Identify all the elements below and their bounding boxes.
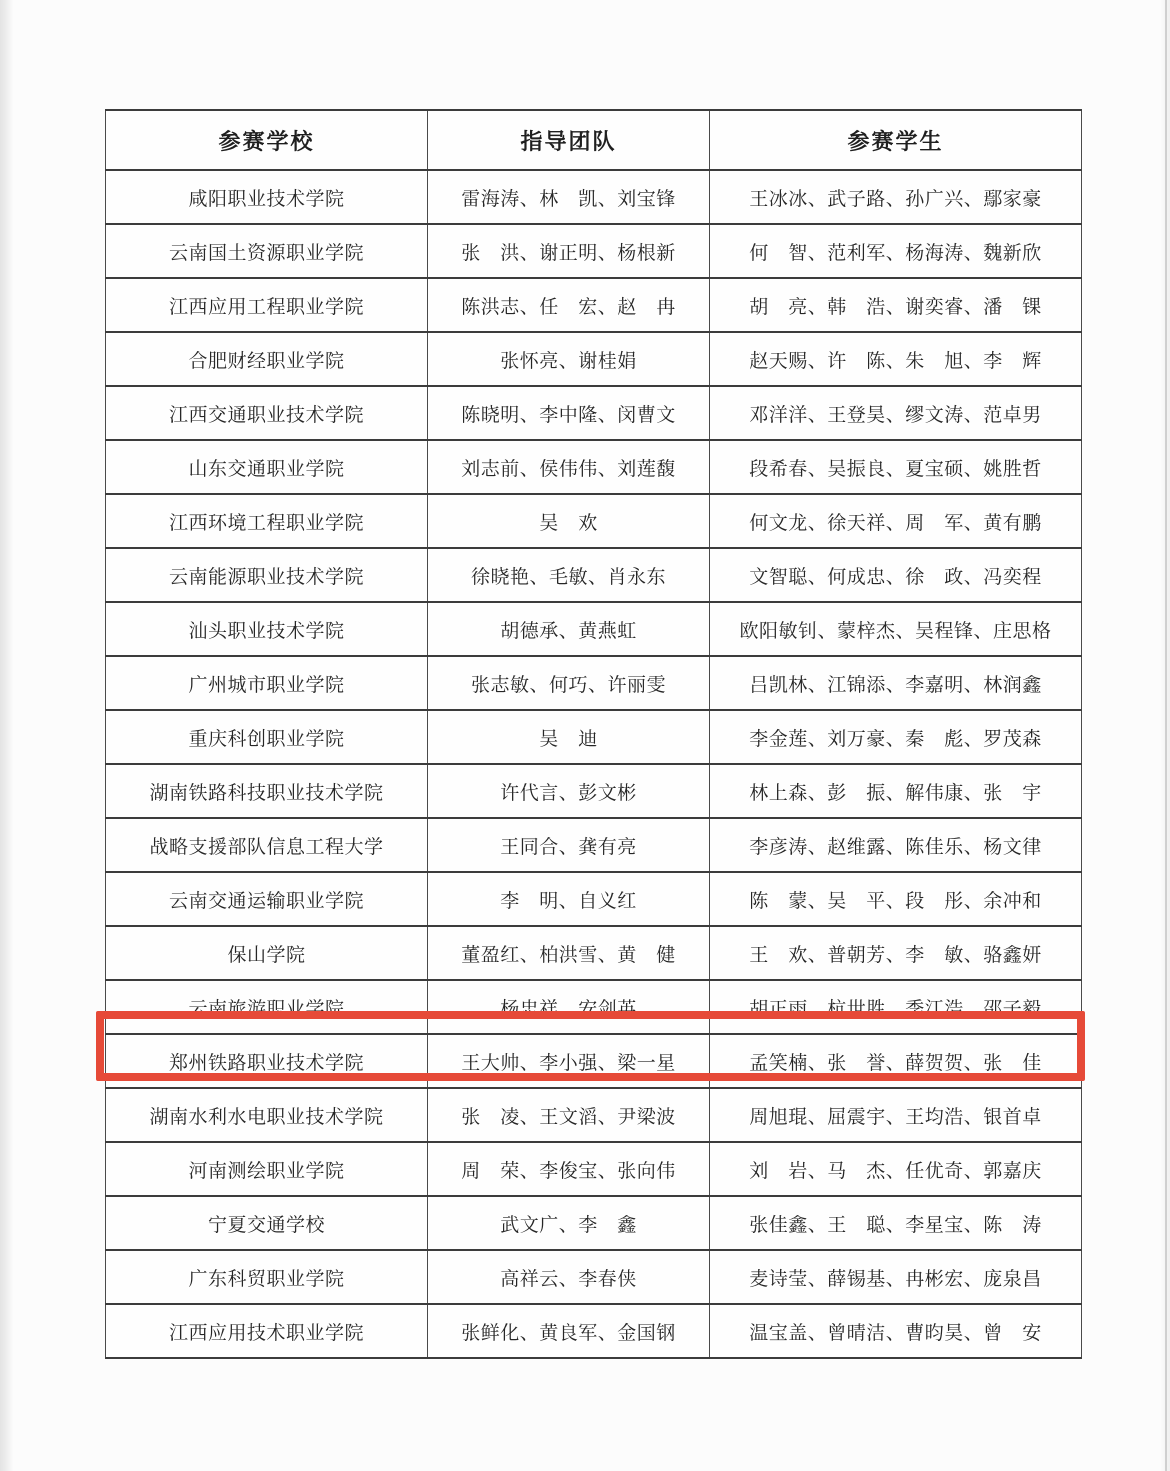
team-cell: 刘志前、侯伟伟、刘莲馥 xyxy=(428,440,710,494)
table-row-highlighted xyxy=(106,980,1082,1034)
column-header-team: 指导团队 xyxy=(428,110,710,170)
table-row xyxy=(106,440,1082,494)
school-cell: 咸阳职业技术学院 xyxy=(106,170,428,224)
table-row xyxy=(106,1142,1082,1196)
school-cell: 汕头职业技术学院 xyxy=(106,602,428,656)
school-cell: 江西交通职业技术学院 xyxy=(106,386,428,440)
team-cell: 胡德承、黄燕虹 xyxy=(428,602,710,656)
team-cell: 王大帅、李小强、梁一星 xyxy=(428,1034,710,1088)
students-cell: 李金莲、刘万豪、秦 彪、罗茂森 xyxy=(710,710,1082,764)
school-cell: 江西应用技术职业学院 xyxy=(106,1304,428,1358)
school-cell: 宁夏交通学校 xyxy=(106,1196,428,1250)
team-cell: 高祥云、李春侠 xyxy=(428,1250,710,1304)
school-cell: 河南测绘职业学院 xyxy=(106,1142,428,1196)
table-row xyxy=(106,656,1082,710)
team-cell: 董盈红、柏洪雪、黄 健 xyxy=(428,926,710,980)
students-cell: 李彦涛、赵维露、陈佳乐、杨文律 xyxy=(710,818,1082,872)
team-cell: 张志敏、何巧、许丽雯 xyxy=(428,656,710,710)
table-row xyxy=(106,1304,1082,1358)
team-cell: 武文广、李 鑫 xyxy=(428,1196,710,1250)
students-cell: 欧阳敏钊、蒙梓杰、吴程锋、庄思格 xyxy=(710,602,1082,656)
students-cell: 段希春、吴振良、夏宝硕、姚胜哲 xyxy=(710,440,1082,494)
team-cell: 张 凌、王文滔、尹梁波 xyxy=(428,1088,710,1142)
table-row xyxy=(106,548,1082,602)
school-cell: 重庆科创职业学院 xyxy=(106,710,428,764)
team-cell: 徐晓艳、毛敏、肖永东 xyxy=(428,548,710,602)
table-row xyxy=(106,1250,1082,1304)
table-row xyxy=(106,1088,1082,1142)
students-cell: 陈 蒙、吴 平、段 彤、余冲和 xyxy=(710,872,1082,926)
table-row xyxy=(106,602,1082,656)
students-cell: 孟笑楠、张 誉、薛贺贺、张 佳 xyxy=(710,1034,1082,1088)
team-cell: 张鲜化、黄良军、金国钢 xyxy=(428,1304,710,1358)
table-row xyxy=(106,926,1082,980)
students-cell: 王冰冰、武子路、孙广兴、鄢家豪 xyxy=(710,170,1082,224)
team-cell: 杨忠祥、安剑英 xyxy=(428,980,710,1034)
students-cell: 何 智、范利军、杨海涛、魏新欣 xyxy=(710,224,1082,278)
team-cell: 李 明、自义红 xyxy=(428,872,710,926)
team-cell: 陈晓明、李中隆、闵曹文 xyxy=(428,386,710,440)
students-cell: 周旭琨、屈震宇、王均浩、银首卓 xyxy=(710,1088,1082,1142)
table-row xyxy=(106,332,1082,386)
school-cell: 江西应用工程职业学院 xyxy=(106,278,428,332)
school-cell: 保山学院 xyxy=(106,926,428,980)
students-cell: 温宝盖、曾晴洁、曹昀昊、曾 安 xyxy=(710,1304,1082,1358)
table-row xyxy=(106,1196,1082,1250)
table-row xyxy=(106,818,1082,872)
students-cell: 王 欢、普朝芳、李 敏、骆鑫妍 xyxy=(710,926,1082,980)
table-row xyxy=(106,872,1082,926)
team-cell: 吴 迪 xyxy=(428,710,710,764)
students-cell: 刘 岩、马 杰、任优奇、郭嘉庆 xyxy=(710,1142,1082,1196)
school-cell: 合肥财经职业学院 xyxy=(106,332,428,386)
school-cell: 江西环境工程职业学院 xyxy=(106,494,428,548)
school-cell: 战略支援部队信息工程大学 xyxy=(106,818,428,872)
school-cell: 云南国土资源职业学院 xyxy=(106,224,428,278)
table-row xyxy=(106,710,1082,764)
team-cell: 许代言、彭文彬 xyxy=(428,764,710,818)
column-header-students: 参赛学生 xyxy=(710,110,1082,170)
students-cell: 胡 亮、韩 浩、谢奕睿、潘 锞 xyxy=(710,278,1082,332)
team-cell: 陈洪志、任 宏、赵 冉 xyxy=(428,278,710,332)
students-cell: 何文龙、徐天祥、周 军、黄有鹏 xyxy=(710,494,1082,548)
column-header-school: 参赛学校 xyxy=(106,110,428,170)
school-cell: 湖南水利水电职业技术学院 xyxy=(106,1088,428,1142)
students-cell: 胡正雨、杭世胜、季江浩、邵子毅 xyxy=(710,980,1082,1034)
students-cell: 邓洋洋、王登昊、缪文涛、范卓男 xyxy=(710,386,1082,440)
students-cell: 赵天赐、许 陈、朱 旭、李 辉 xyxy=(710,332,1082,386)
team-cell: 张怀亮、谢桂娟 xyxy=(428,332,710,386)
students-cell: 麦诗莹、薛锡基、冉彬宏、庞泉昌 xyxy=(710,1250,1082,1304)
table-row xyxy=(106,224,1082,278)
table-row xyxy=(106,170,1082,224)
table-row xyxy=(106,1034,1082,1088)
results-table xyxy=(105,109,1082,1359)
students-cell: 林上森、彭 振、解伟康、张 宇 xyxy=(710,764,1082,818)
students-cell: 文智聪、何成忠、徐 政、冯奕程 xyxy=(710,548,1082,602)
school-cell: 山东交通职业学院 xyxy=(106,440,428,494)
school-cell: 广州城市职业学院 xyxy=(106,656,428,710)
table-row xyxy=(106,494,1082,548)
team-cell: 张 洪、谢正明、杨根新 xyxy=(428,224,710,278)
school-cell: 郑州铁路职业技术学院 xyxy=(106,1034,428,1088)
team-cell: 吴 欢 xyxy=(428,494,710,548)
school-cell: 云南能源职业技术学院 xyxy=(106,548,428,602)
team-cell: 周 荣、李俊宝、张向伟 xyxy=(428,1142,710,1196)
table-row xyxy=(106,386,1082,440)
table-header-row xyxy=(106,110,1082,170)
school-cell: 广东科贸职业学院 xyxy=(106,1250,428,1304)
table-row xyxy=(106,278,1082,332)
school-cell: 云南交通运输职业学院 xyxy=(106,872,428,926)
school-cell: 云南旅游职业学院 xyxy=(106,980,428,1034)
team-cell: 雷海涛、林 凯、刘宝锋 xyxy=(428,170,710,224)
students-cell: 吕凯林、江锦添、李嘉明、林润鑫 xyxy=(710,656,1082,710)
school-cell: 湖南铁路科技职业技术学院 xyxy=(106,764,428,818)
table-row xyxy=(106,764,1082,818)
team-cell: 王同合、龚有亮 xyxy=(428,818,710,872)
students-cell: 张佳鑫、王 聪、李星宝、陈 涛 xyxy=(710,1196,1082,1250)
page-edge-line xyxy=(1165,0,1167,1471)
